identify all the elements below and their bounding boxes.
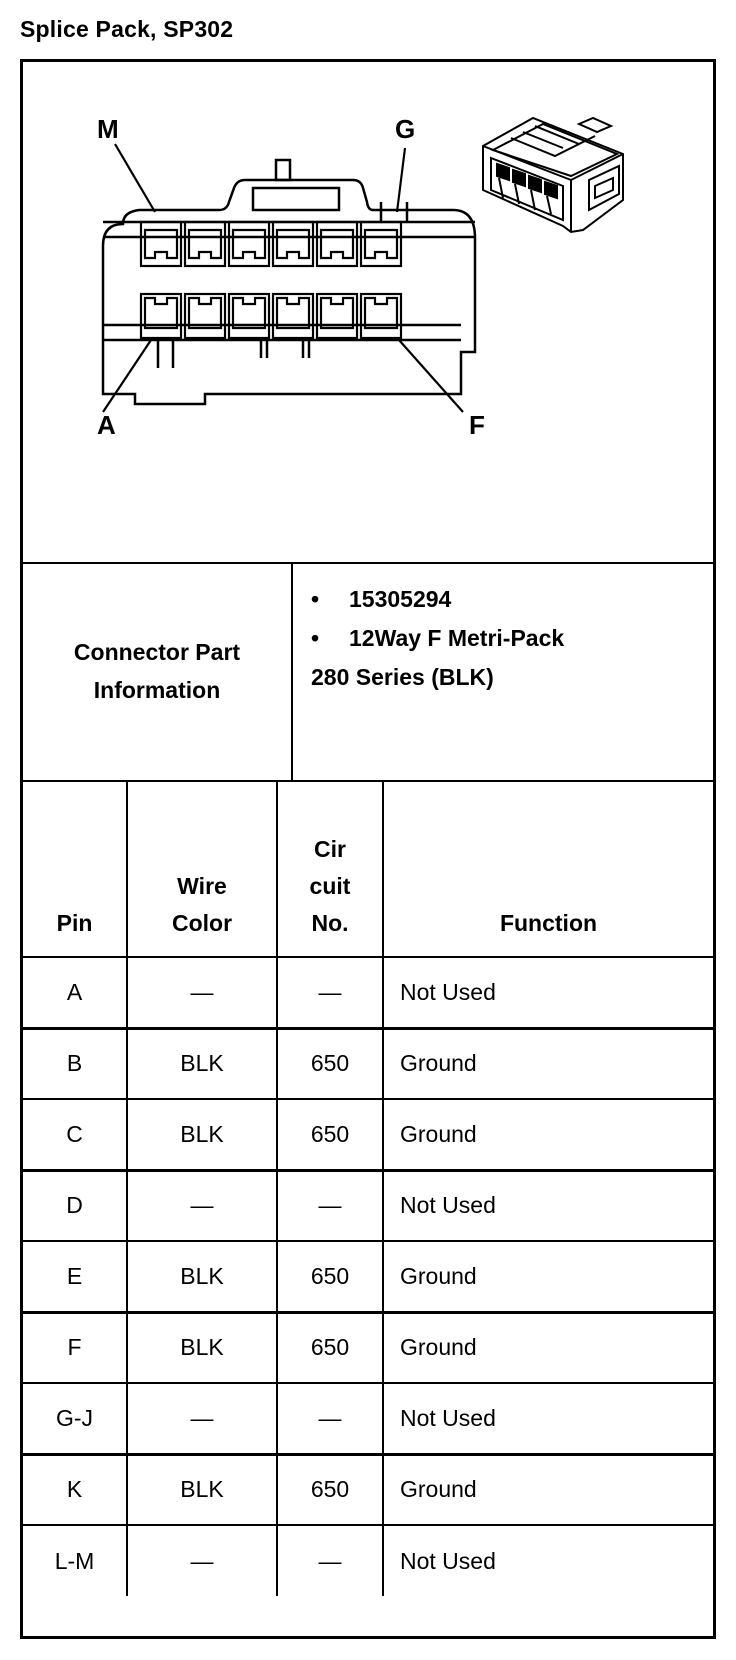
table-row xyxy=(23,1383,713,1454)
cavity-m xyxy=(141,222,181,266)
wire-color-cell: BLK xyxy=(127,1241,277,1312)
pin-cell: F xyxy=(23,1312,127,1383)
table-row xyxy=(23,1454,713,1525)
pin-cell: G-J xyxy=(23,1383,127,1454)
pin-cell: K xyxy=(23,1454,127,1525)
function-cell: Ground xyxy=(383,1454,713,1525)
cavity-l xyxy=(185,222,225,266)
connector-housing-icon xyxy=(483,118,623,232)
header-cir: Cir xyxy=(314,836,346,862)
header-wire-color xyxy=(127,780,277,957)
circuit-cell: 650 xyxy=(277,1312,383,1383)
part-type-value: 12Way F Metri-Pack xyxy=(349,625,565,651)
pin-cell: D xyxy=(23,1170,127,1241)
circuit-cell: — xyxy=(277,1383,383,1454)
function-cell: Not Used xyxy=(383,1525,713,1596)
leader-f xyxy=(399,340,463,412)
part-series: 280 Series (BLK) xyxy=(311,664,494,690)
connector-face-diagram xyxy=(23,62,713,562)
header-wire: Wire xyxy=(177,873,227,899)
circuit-cell: 650 xyxy=(277,1454,383,1525)
table-row xyxy=(23,957,713,1028)
table-row xyxy=(23,1312,713,1383)
header-color: Color xyxy=(171,910,233,936)
cavity-b xyxy=(185,294,225,338)
part-type xyxy=(311,619,713,658)
leader-m xyxy=(115,144,155,212)
function-cell: Ground xyxy=(383,1241,713,1312)
table-row xyxy=(23,1099,713,1170)
bullet-2: • xyxy=(311,625,320,651)
cavity-j xyxy=(273,222,313,266)
table-row xyxy=(23,1028,713,1099)
circuit-cell: 650 xyxy=(277,1028,383,1099)
cavity-c xyxy=(229,294,269,338)
part-number-value: 15305294 xyxy=(349,586,452,612)
circuit-cell: — xyxy=(277,957,383,1028)
leader-a xyxy=(103,340,151,412)
table-row xyxy=(23,1525,713,1596)
pin-cell: C xyxy=(23,1099,127,1170)
function-cell: Not Used xyxy=(383,957,713,1028)
wire-color-cell: BLK xyxy=(127,1099,277,1170)
wire-color-cell: BLK xyxy=(127,1312,277,1383)
part-label-cell xyxy=(23,562,293,780)
circuit-cell: — xyxy=(277,1525,383,1596)
table-row xyxy=(23,1170,713,1241)
header-cuit: cuit xyxy=(309,873,351,899)
cavity-a xyxy=(141,294,181,338)
circuit-cell: — xyxy=(277,1170,383,1241)
bullet-1: • xyxy=(311,586,320,612)
callout-g: G xyxy=(395,114,416,144)
cavity-f xyxy=(361,294,401,338)
header-circuit-no xyxy=(277,780,383,957)
header-pin: Pin xyxy=(23,780,127,957)
part-number xyxy=(311,580,713,619)
table-header-row xyxy=(23,780,713,957)
wire-color-cell: BLK xyxy=(127,1028,277,1099)
cavity-g xyxy=(361,222,401,266)
circuit-cell: 650 xyxy=(277,1241,383,1312)
circuit-cell: 650 xyxy=(277,1099,383,1170)
pin-cell: A xyxy=(23,957,127,1028)
wire-color-cell: — xyxy=(127,1170,277,1241)
wire-color-cell: — xyxy=(127,1525,277,1596)
cavity-e xyxy=(317,294,357,338)
function-cell: Not Used xyxy=(383,1170,713,1241)
table-row xyxy=(23,1241,713,1312)
function-cell: Ground xyxy=(383,1028,713,1099)
wire-color-cell: BLK xyxy=(127,1454,277,1525)
callout-a: A xyxy=(97,410,116,440)
pin-cell: B xyxy=(23,1028,127,1099)
connector-part-information xyxy=(23,562,713,782)
pin-cell: E xyxy=(23,1241,127,1312)
wire-color-cell: — xyxy=(127,957,277,1028)
header-function: Function xyxy=(383,780,713,957)
header-no: No. xyxy=(311,910,349,936)
connector-diagram xyxy=(23,62,713,564)
part-info-values xyxy=(293,562,713,780)
function-cell: Ground xyxy=(383,1099,713,1170)
leader-g xyxy=(397,148,405,212)
cavity-d xyxy=(273,294,313,338)
part-info-label: Connector Part Information xyxy=(73,639,241,703)
connector-info-table xyxy=(20,59,716,1639)
function-cell: Ground xyxy=(383,1312,713,1383)
callout-m: M xyxy=(97,114,119,144)
callout-f: F xyxy=(469,410,485,440)
wire-color-cell: — xyxy=(127,1383,277,1454)
cavity-h xyxy=(317,222,357,266)
pin-cell: L-M xyxy=(23,1525,127,1596)
function-cell: Not Used xyxy=(383,1383,713,1454)
page-title: Splice Pack, SP302 xyxy=(20,16,234,42)
cavity-k xyxy=(229,222,269,266)
pin-table xyxy=(23,780,713,1596)
